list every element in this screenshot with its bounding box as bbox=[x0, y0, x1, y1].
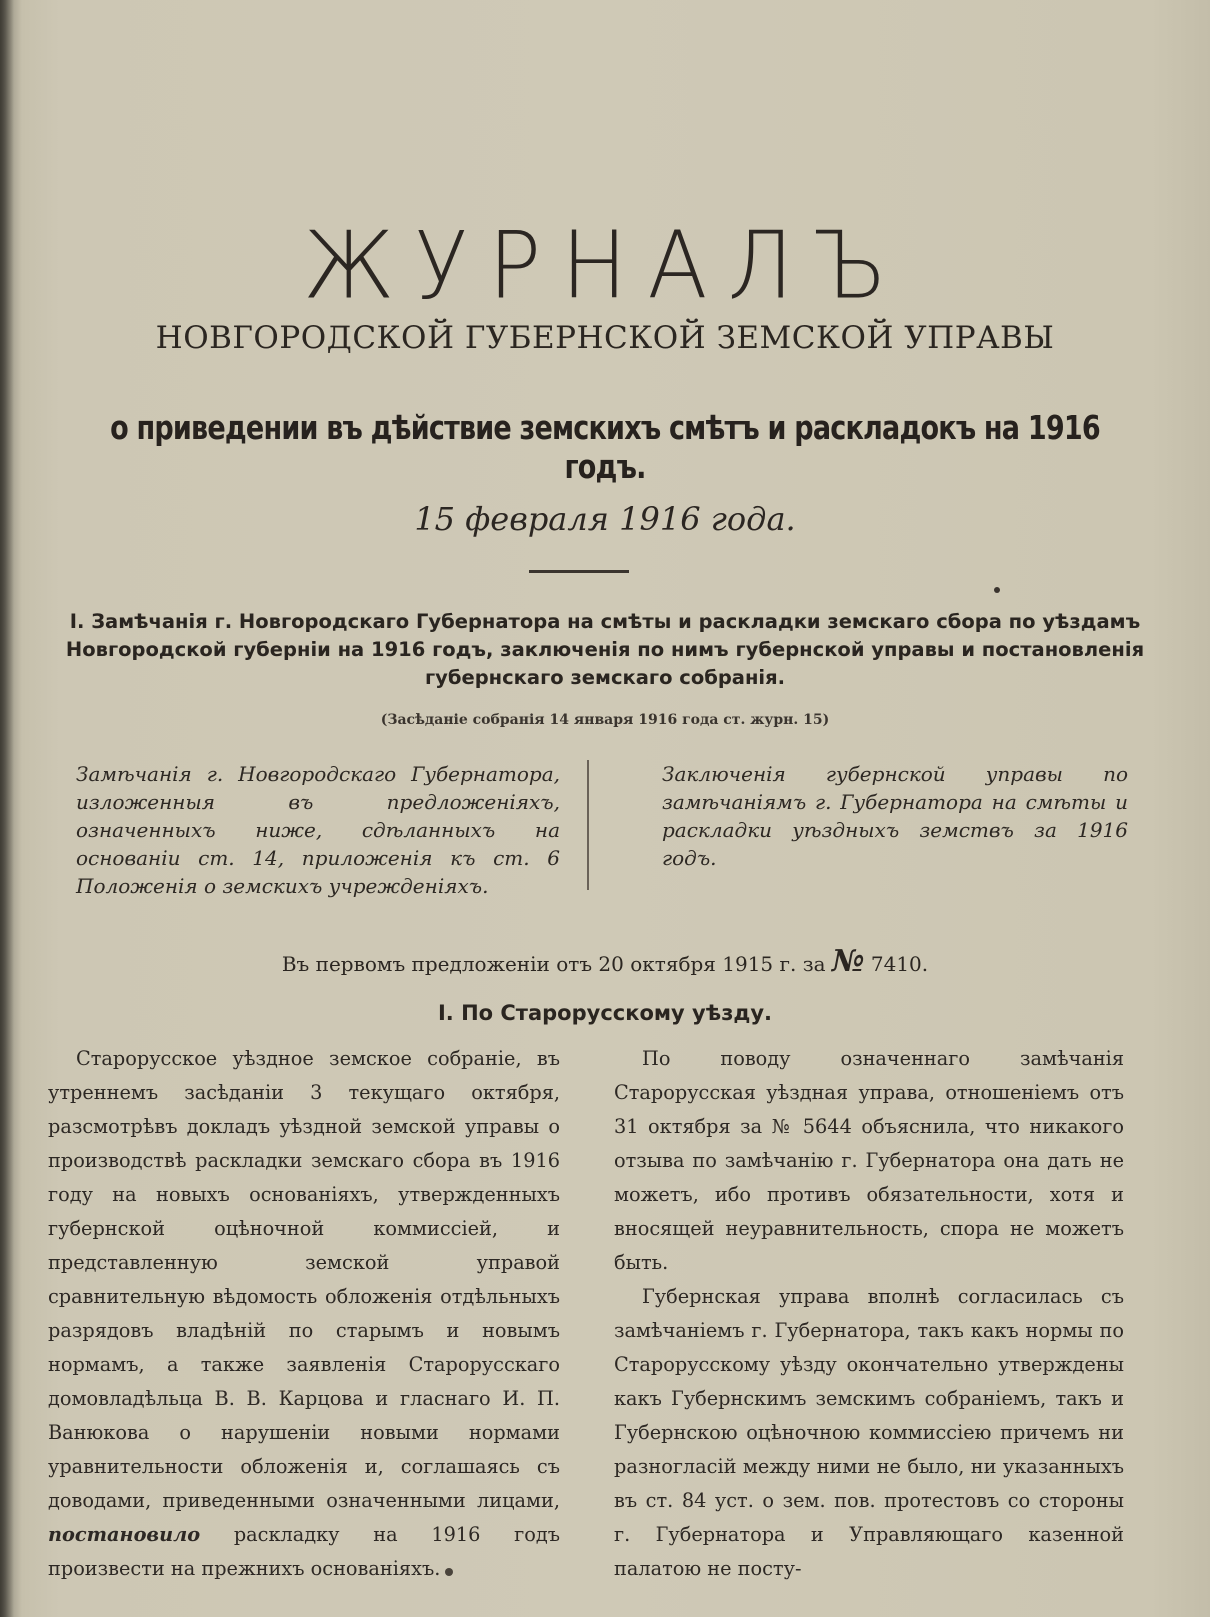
bottom-print-dot bbox=[445, 1568, 453, 1576]
journal-date: 15 февраля 1916 года. bbox=[414, 500, 796, 538]
proposal-text: Въ первомъ предложеніи отъ 20 октября 1915 г. за bbox=[281, 952, 826, 976]
left-column-header: Замѣчанія г. Новгородскаго Губернатора, изложенныя въ предложеніяхъ, означенныхъ ниже, сдѣланныхъ на основаніи ст. 14, приложенія къ ст. 6 Положенія о земскихъ учрежденіяхъ. bbox=[76, 762, 560, 898]
session-note: (Засѣданіе собранія 14 января 1916 года ст. журн. 15) bbox=[380, 712, 830, 728]
section-heading: I. Замѣчанія г. Новгородскаго Губернатора на смѣты и раскладки земскаго сбора по уѣздамъ Новгородской губерніи на 1916 годъ, заключенія по нимъ губернской управы и постановленія губернскаго земскаго собранія. bbox=[65, 610, 1145, 689]
left-paragraph-start: Старорусское уѣздное земское собраніе, въ утреннемъ засѣданіи 3 текущаго октября, разсмотрѣвъ докладъ уѣздной земской управы о производствѣ раскладки земскаго сбора въ 1916 году на новыхъ основаніяхъ, утвержденныхъ губернской оцѣночной коммиссіей, и представленную земской управой сравнительную вѣдомость обложенія отдѣльныхъ разрядовъ владѣній по старымъ и новымъ нормамъ, а также заявленія Старорусскаго домовладѣльца В. В. Карцова и гласнаго И. П. Ванюкова о нарушеніи новыми нормами уравнительности обложенія и, соглашаясь съ доводами, приведенными означенными лицами, bbox=[48, 1047, 560, 1512]
print-dot bbox=[994, 587, 1000, 593]
right-column-header: Заключенія губернской управы по замѣчаніямъ г. Губернатора на смѣты и раскладки уѣздныхъ земствъ за 1916 годъ. bbox=[662, 762, 1128, 870]
right-body-column bbox=[614, 1042, 1124, 1586]
column-divider bbox=[587, 760, 589, 890]
left-paragraph bbox=[48, 1042, 560, 1586]
journal-title: ЖУРНАЛЪ bbox=[303, 211, 907, 320]
journal-subtitle: НОВГОРОДСКОЙ ГУБЕРНСКОЙ ЗЕМСКОЙ УПРАВЫ bbox=[155, 320, 1055, 356]
proposal-number: 7410. bbox=[870, 952, 929, 976]
right-paragraph-1: По поводу означеннаго замѣчанія Старорусская уѣздная управа, отношеніемъ отъ 31 октября за № 5644 объяснила, что никакого отзыва по замѣчанію г. Губернатора она дать не можетъ, ибо противъ обязательности, хотя и вносящей неуравнительность, спора не можетъ быть. bbox=[614, 1047, 1124, 1274]
number-sign: № bbox=[831, 944, 865, 979]
right-paragraph-2: Губернская управа вполнѣ согласилась съ замѣчаніемъ г. Губернатора, такъ какъ нормы по Старорусскому уѣзду окончательно утверждены какъ Губернскимъ земскимъ собраніемъ, такъ и Губернскою оцѣночною коммиссіею причемъ ни разногласій между ними не было, ни указанныхъ въ ст. 84 уст. о зем. пов. протестовъ со стороны г. Губернатора и Управляющаго казенной палатою не посту- bbox=[614, 1285, 1124, 1580]
left-paragraph-end: раскладку на 1916 годъ произвести на прежнихъ основаніяхъ. bbox=[48, 1523, 560, 1580]
uyezd-heading: I. По Старорусскому уѣзду. bbox=[437, 1001, 773, 1025]
title-divider bbox=[529, 570, 629, 573]
proposal-line bbox=[0, 944, 1210, 979]
journal-topic: о приведении въ дѣйствие земскихъ смѣтъ и раскладокъ на 1916 годъ. bbox=[110, 408, 1100, 486]
left-paragraph-emphasis: постановило bbox=[48, 1523, 201, 1546]
left-body-column bbox=[48, 1042, 560, 1586]
